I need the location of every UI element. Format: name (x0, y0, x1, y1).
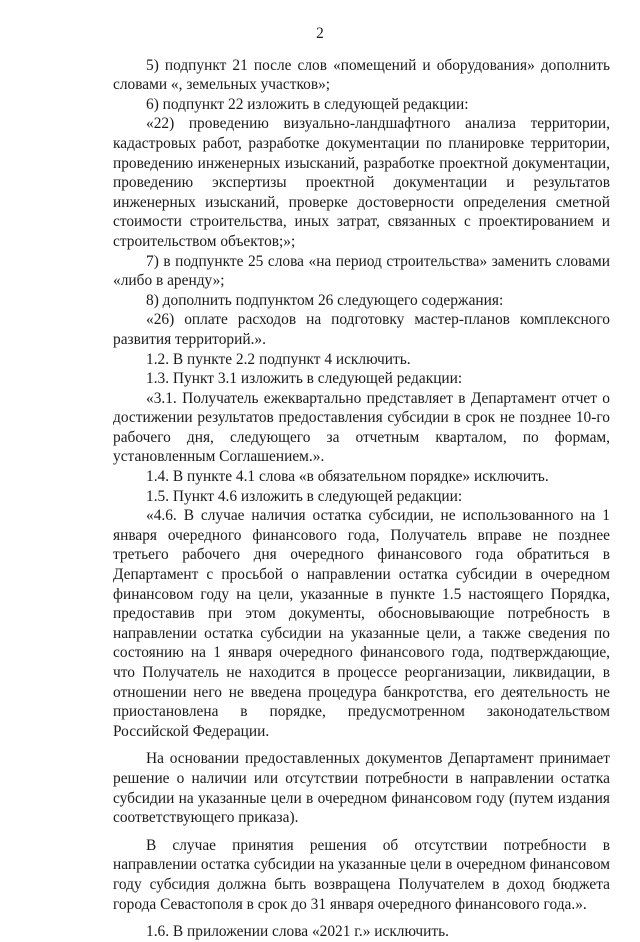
paragraph-1-6: 1.6. В приложении слова «2021 г.» исключить. (146, 923, 449, 941)
paragraph-4-6-text: «4.6. В случае наличия остатка субсидии, не использованного на 1 января очередного финансового года, Получатель вправе не позднее третьего рабочего дня очередного финансового года обратиться в Департамент с просьбой о направлении остатка субсидии в очередном финансовом году на цели, указанные в пункте 1.5 настоящего Порядка, предоставив при этом документы, обосновывающие потребность в направлении остатка субсидии на указанные цели, а также сведения по состоянию на 1 января очередного финансового года, подтверждающие, что Получатель не находится в процессе реорганизации, ликвидации, в отношении него не введена процедура банкротства, его деятельность не приостановлена в порядке, предусмотренном законодательством Российской Федерации. (113, 507, 610, 740)
paragraph-1-3: 1.3. Пункт 3.1 изложить в следующей редакции: (146, 370, 463, 388)
paragraph-1-2: 1.2. В пункте 2.2 подпункт 4 исключить. (146, 350, 411, 368)
paragraph-subitem-22-text: «22) проведению визуально-ландшафтного анализа территории, кадастровых работ, разработке документации по планировке территории, проведению инженерных изысканий, разработке проектной документации, проведению экспертизы проектной документации и результатов инженерных изысканий, проверке достоверности определения сметной стоимости строительства, иных затрат, связанных с проектированием и строительством объектов;»; (113, 115, 610, 250)
paragraph-item-6: 6) подпункт 22 изложить в следующей редакции: (146, 95, 469, 113)
paragraph-item-8: 8) дополнить подпунктом 26 следующего содержания: (146, 291, 504, 309)
paragraph-item-5: 5) подпункт 21 после слов «помещений и оборудования» дополнить словами «, земельных участков»; (113, 56, 610, 94)
paragraph-subsidy-return: В случае принятия решения об отсутствии потребности в направлении остатка субсидии на указанные цели в очередном финансовом году субсидия должна быть возвращена Получателем в доход бюджета города Севастополя в срок до 31 января очередного финансового года.». (113, 836, 610, 913)
paragraph-1-4: 1.4. В пункте 4.1 слова «в обязательном порядке» исключить. (146, 468, 549, 486)
paragraph-3-1-text: «3.1. Получатель ежеквартально представляет в Департамент отчет о достижении результатов предоставления субсидии в срок не позднее 10-го рабочего дня, следующего за отчетным кварталом, по формам, установленным Соглашением.». (113, 389, 610, 466)
paragraph-item-7: 7) в подпункте 25 слова «на период строительства» заменить словами «либо в аренду»; (113, 252, 610, 290)
paragraph-1-5: 1.5. Пункт 4.6 изложить в следующей редакции: (146, 487, 463, 505)
paragraph-subitem-26-text: «26) оплате расходов на подготовку мастер-планов комплексного развития территорий.». (113, 311, 610, 348)
page-number: 2 (316, 25, 324, 42)
paragraph-department-decision: На основании предоставленных документов Департамент принимает решение о наличии или отсутствии потребности в направлении остатка субсидии на указанные цели в очередном финансовом году (путем издания соответствующего приказа). (113, 750, 610, 827)
